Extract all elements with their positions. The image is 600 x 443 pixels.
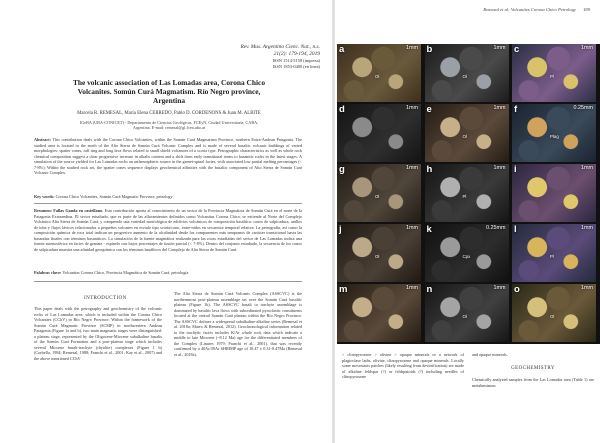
panel-label: h <box>426 164 433 175</box>
keywords-label: Key words: <box>34 194 55 199</box>
panel-label: e <box>426 104 432 115</box>
journal-issn-print: ISSN 1514-5158 (impresa) <box>272 58 320 63</box>
right-col-continuation: and opaque minerals. <box>472 352 508 357</box>
affiliation <box>54 120 284 131</box>
article-title <box>34 78 304 106</box>
scale-bar-label: 1mm <box>581 165 593 171</box>
photomicrograph-panel <box>425 44 509 102</box>
intro-left-column: This paper deals with the petrography and geochemistry of the volcanic rocks of Las Lomadas area, which is included within the Corona Chico Volcanites (CChV) in Río Negro Province. Within the framework of the Somún Curá Magmatic Province (SCMP) in northwestern Andean Patagonia (Figure 1a and b), two main magmatic stages were distinguished: a plateau stage, represented by the Oligocene-Miocene subalkaline basalts of the Somún Curá Formation and a post-plateau stage which includes several Miocene basalt-trachyte (rhyolite) complexes (Figure 1 b) (Corbella, 1984; Remesal, 1988; Franchi et al., 2001; Kay et al., 2007) and the above mentioned CChV <box>34 306 162 361</box>
affiliation-line-2: Argentina. E-mail: remesal@gl.fcen.uba.ar <box>132 125 206 131</box>
resumen-text: Esta contribución aporta al conocimiento de un sector de la Provincia Magmática de Somún Curá en el norte de la Patagonia Extraandina. El sector estudiado, que es parte de las afloramientos definidos como Volcanitas Corona Chico, se extiende al Norte del Complejo Volcánico Alta Sierra de Somún Curá, y comprende una variedad morfológica de edificios volcánicos de composición basáltica: conos de salpicadura, anillos de toba y flujos lávicos relacionados a pequeños volcanes en escudo tipo scoria/cono, entre-nidos en secuencia temporal relativa. La petrografía, así como la composición química de roca total indican un progresivo aumento de la alcalinidad desde los componentes más tempranos de carácter transicional hasta las basanitas finales con términos basaníticos. La simulación de la fuente magmática realizada para las rocas estudiadas del sector de Las Lomadas indica una fuente astenosférica en facies de granate - espinelo con bajos porcentajes de fusión parcial (< 7-8%). Dentro del conjunto estudiado, la secuencia de los conos de salpicadura muestra una afinidad geoquímica con los términos basálticos del Complejo de Alta Sierra de Somún Curá. <box>34 208 302 252</box>
panel-label: l <box>514 224 517 235</box>
section-heading-introduction: INTRODUCTION <box>84 296 127 301</box>
mineral-label: Ol <box>375 254 380 259</box>
photomicrograph-plate <box>337 44 600 344</box>
keywords <box>34 194 302 200</box>
mineral-label: Pl <box>550 74 554 79</box>
scale-bar-label: 0.25mm <box>486 225 506 231</box>
keywords-text: Corona Chico Volcanites, Somún Curá Magmatic Province, petrology <box>55 194 173 199</box>
palabras-text: Volcanitas Corona Chico, Provincia Magmática de Somún Curá, petrología <box>62 270 189 275</box>
scale-bar-label: 1mm <box>406 285 418 291</box>
photomicrograph-panel <box>337 284 421 342</box>
scale-bar-label: 1mm <box>406 105 418 111</box>
journal-volume: 21(2): 179-194, 2019 <box>273 51 320 57</box>
section-heading-geochemistry: GEOCHEMISTRY <box>511 365 555 371</box>
right-right-column <box>472 352 594 388</box>
abstract-label: Abstract: <box>34 137 51 142</box>
photomicrograph-panel <box>337 224 421 282</box>
scale-bar-label: 0.25mm <box>573 105 593 111</box>
palabras-clave <box>34 270 302 276</box>
mineral-label: Cpx <box>462 254 471 259</box>
scale-bar-label: 1mm <box>406 45 418 51</box>
mineral-label: Ol <box>462 314 467 319</box>
photomicrograph-panel <box>512 104 596 162</box>
panel-label: c <box>514 44 520 55</box>
panel-label: o <box>514 284 520 295</box>
panel-label: b <box>426 44 433 55</box>
right-page <box>334 0 600 443</box>
photomicrograph-panel <box>337 104 421 162</box>
mineral-label: Pl <box>462 194 467 199</box>
divider <box>34 203 302 204</box>
title-line-2: Volcanites. Somún Curá Magmatism. Río Negro province, <box>77 87 261 97</box>
panel-label: f <box>514 104 518 115</box>
intro-right-column: The Alta Sierra de Somún Curá Volcanic Complex (ASSCVC) is the northernmost post-plateau assemblage set over the Somún Curá basaltic plateau (Figure 1b). The ASSCVC basalt to trachyte assemblage is dominated by basaltic lava flows with subordinated pyroclastic constituents located at the central Somún Curá plateau within the Río Negro Province. The ASSCVC defines a widespread subalkaline-alkaline series (Remesal et al. 2018a; Marro & Remesal, 2012). Geochronological information related to the trachytic facies includes K/Ar whole rock data which indicate a middle to late Miocene (~8.12 Ma) age for the differentiated members of the Complex (Linares 1979; Franchi et al., 2001), that was recently confirmed by a 40Ar/39Ar SHRIMP age of 10.47 ± 0.31-0.47Ma (Remesal et al., 2018a). <box>174 291 302 357</box>
mineral-label: Ol <box>550 314 555 319</box>
photomicrograph-panel <box>337 164 421 222</box>
journal-header <box>120 44 320 69</box>
scale-bar-label: 1mm <box>493 105 506 111</box>
photomicrograph-panel <box>425 104 509 162</box>
divider <box>34 281 302 282</box>
abstract-text: This contribution deals with the Corona Chico Volcanites, within the Somún Curá Magmatism Province, northern Extra-Andean Patagonia. The studied area is located to the north of the Alto Sierra de Somún Curá Volcanic Complex and is made of several basaltic volcanic buildings of varied morphologies: spatter cones, tuff ring and long lava flows related to small shield volcanoes of a scoria type. Petrographic characteristics as well as whole rock chemical composition suggest a clear progressive increase in alkalis content and a shift from early transitional terms to basanitic rocks in the latest stages. A simulation of the source yielded for Las Lomadas rocks an asthenospheric source in the garnet-spinel facies, with associated low partial melting percentages (< 7-8%). Within the studied rock set, the spatter cones sequence displays geochemical affinities with the basaltic component of Alto Sierra de Somún Curá Volcanic Complex. <box>34 137 302 175</box>
scale-bar-label: 1mm <box>493 45 506 51</box>
title-line-3: Argentina <box>152 96 186 106</box>
mineral-label: Ol <box>462 134 467 139</box>
photomicrograph-panel <box>337 44 421 102</box>
panel-label: k <box>426 224 432 235</box>
scale-bar-label: 1mm <box>581 225 593 231</box>
photomicrograph-panel <box>425 164 509 222</box>
photomicrograph-panel <box>512 284 596 342</box>
author-list: Marcela R. REMESAL, María Elena CERREDO, Pablo D. CORDENONS & Juan M. ALBITE <box>77 111 261 116</box>
scale-bar-label: 1mm <box>406 165 418 171</box>
resumen-label: Resumen: Fallas Ganda en castellano. <box>34 208 104 213</box>
photomicrograph-panel <box>512 164 596 222</box>
photomicrograph-panel <box>425 224 509 282</box>
photomicrograph-panel <box>425 284 509 342</box>
scale-bar-label: 1mm <box>493 285 506 291</box>
panel-label: n <box>426 284 433 295</box>
scale-bar-label: 1mm <box>406 225 418 231</box>
scale-bar-label: 1mm <box>493 165 506 171</box>
scale-bar-label: 1mm <box>581 285 593 291</box>
running-head <box>483 7 590 12</box>
journal-issn-online: ISSN 1853-0400 (en línea) <box>272 63 320 69</box>
title-line-1: The volcanic association of Las Lomadas area, Corona Chico <box>72 78 266 87</box>
geochemistry-text: Chemically analyzed samples from the Las Lomadas area (Table 1) are metaluminous <box>472 377 594 388</box>
panel-label: i <box>514 164 517 175</box>
panel-label: g <box>339 164 345 175</box>
affiliation-line-1: IGeBA (UBA-CONICET) - Departamento de Ciencias Geológicas, FCEyN, Ciudad Universitaria, CABA, <box>79 120 259 125</box>
scale-bar-label: 1mm <box>581 45 593 51</box>
running-head-text: Remesal et al: Volcanites Corona Chico Petrology <box>483 7 576 12</box>
mineral-label: Plag <box>550 134 559 139</box>
photomicrograph-panel <box>512 44 596 102</box>
panel-label: m <box>339 284 348 295</box>
mineral-label: Pl <box>550 254 554 259</box>
panel-label: j <box>339 224 342 235</box>
abstract <box>34 137 302 176</box>
photomicrograph-panel <box>512 224 596 282</box>
palabras-label: Palabras clave: <box>34 270 62 275</box>
right-left-column: > clinopyroxene > olivine > opaque minerals or a network of plagioclase laths, olivine, clinopyroxene and opaque minerals. Locally some mesostasis patches (likely resulting from devitrification) are made of alkaline feldspar (?) or feldspatoids (?) including needles of clinopyroxene <box>342 352 464 379</box>
resumen <box>34 208 302 252</box>
mineral-label: Ol <box>462 74 467 79</box>
mineral-label: Ol <box>375 194 380 199</box>
mineral-label: Ol <box>375 74 380 79</box>
panel-label: a <box>339 44 345 55</box>
page-number: 189 <box>583 7 590 12</box>
journal-name: Rev. Mus. Argentino Cienc. Nat., n.s. <box>240 44 320 50</box>
panel-label: d <box>339 104 345 115</box>
